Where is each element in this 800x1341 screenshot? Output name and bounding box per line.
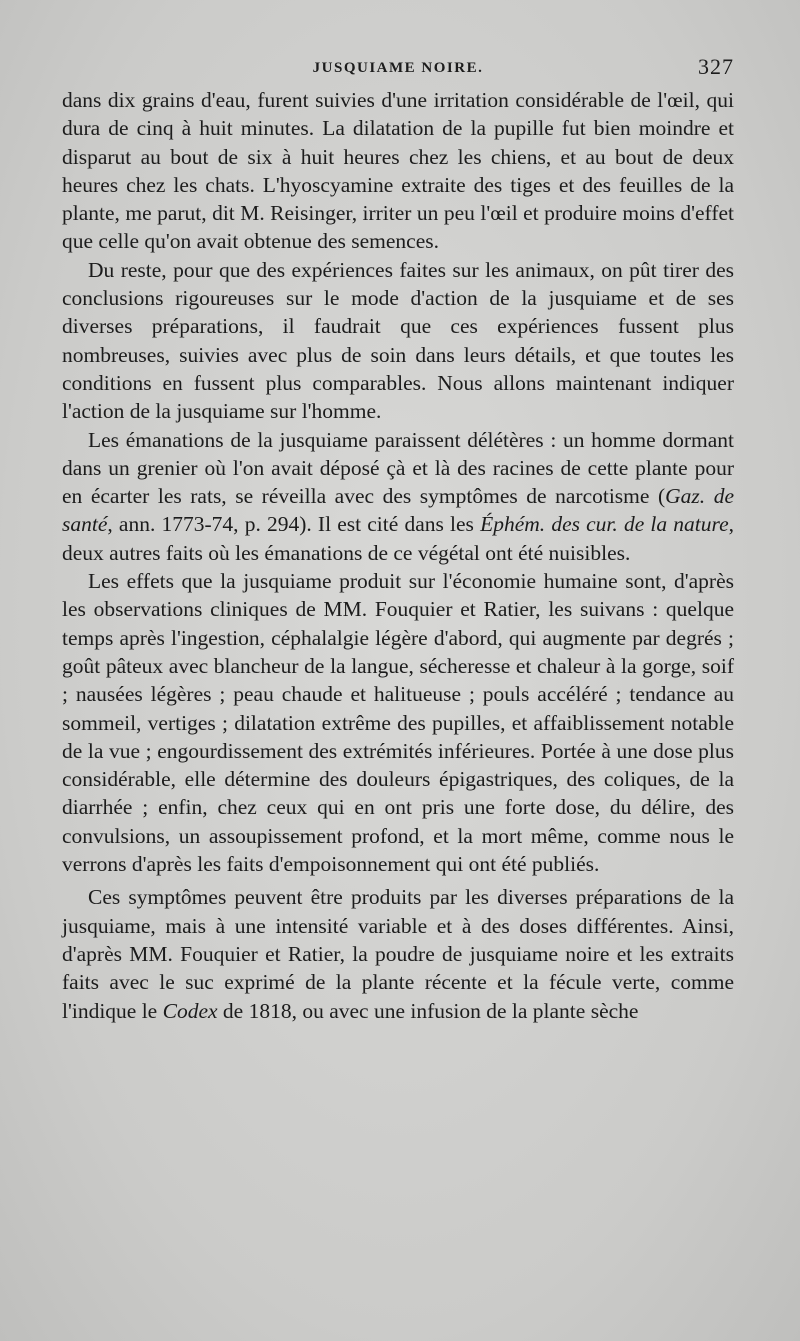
body-text (62, 86, 734, 1025)
running-title: JUSQUIAME NOIRE. (312, 60, 484, 76)
text-segment: dans dix grains d'eau, furent suivies d'une irritation considérable de l'œil, qui dura de cinq à huit minutes. La dilatation de la pupille fut bien moindre et disparut au bout de six à huit heures chez les chiens, et au bout de deux heures chez les chats. L'hyoscyamine extraite des tiges et des feuilles de la plante, me parut, dit M. Reisinger, irriter un peu l'œil et produire moins d'effet que celle qu'on avait obtenue des semences. (62, 88, 734, 254)
italic-citation: Éphém. des cur. de la nature (480, 512, 729, 537)
page-number: 327 (698, 54, 734, 79)
text-segment: de 1818, ou avec une infusion de la plante sèche (217, 998, 639, 1023)
text-segment: Du reste, pour que des expériences faites sur les animaux, on pût tirer des conclusions rigoureuses sur le mode d'action de la jusquiame et de ses diverses préparations, il faudrait que ces expériences fussent plus nombreuses, suivies avec plus de soin dans leurs détails, et que toutes les conditions en fussent plus comparables. Nous allons maintenant indiquer l'action de la jusquiame sur l'homme. (62, 257, 734, 424)
text-segment: Les effets que la jusquiame produit sur l'économie humaine sont, d'après les observations cliniques de MM. Fouquier et Ratier, les suivans : quelque temps après l'ingestion, céphalalgie légère d'abord, qui augmente par degrés ; goût pâteux avec blancheur de la langue, sécheresse et chaleur à la gorge, soif ; nausées légères ; peau chaude et halitueuse ; pouls accéléré ; tendance au sommeil, vertiges ; dilatation extrême des pupilles, et affaiblissement notable de la vue ; engourdissement des extrémités inférieures. Portée à une dose plus considérable, elle détermine des douleurs épigastriques, des coliques, de la diarrhée ; enfin, chez ceux qui en ont pris une forte dose, du délire, des convulsions, un assoupissement profond, et la mort même, comme nous le verrons d'après les faits d'empoisonnement qui ont été publiés. (62, 569, 734, 877)
italic-citation: Gaz. de santé (62, 484, 735, 537)
italic-citation: Codex (162, 998, 218, 1023)
text-segment: Les émanations de la jusquiame paraissent délétères : un homme dormant dans un grenier où l'on avait déposé çà et là des racines de cette plante pour en écarter les rats, se réveilla avec des symptômes de narcotisme ( (62, 427, 734, 509)
paragraph-5 (62, 883, 734, 1024)
paragraph-1 (62, 86, 734, 256)
paragraph-2 (62, 256, 734, 426)
paragraph-4 (62, 567, 734, 878)
text-segment: , ann. 1773-74, p. 294). Il est cité dans les (107, 512, 481, 537)
text-segment: , deux autres faits où les émanations de ce végétal ont été nuisibles. (62, 512, 734, 565)
text-segment: Ces symptômes peuvent être produits par les diverses préparations de la jusquiame, mais à une intensité variable et à des doses différentes. Ainsi, d'après MM. Fouquier et Ratier, la poudre de jusquiame noire et les extraits faits avec le suc exprimé de la plante récente et la fécule verte, comme l'indique le (62, 885, 734, 1023)
paragraph-3 (62, 426, 734, 567)
page-header (62, 54, 734, 84)
